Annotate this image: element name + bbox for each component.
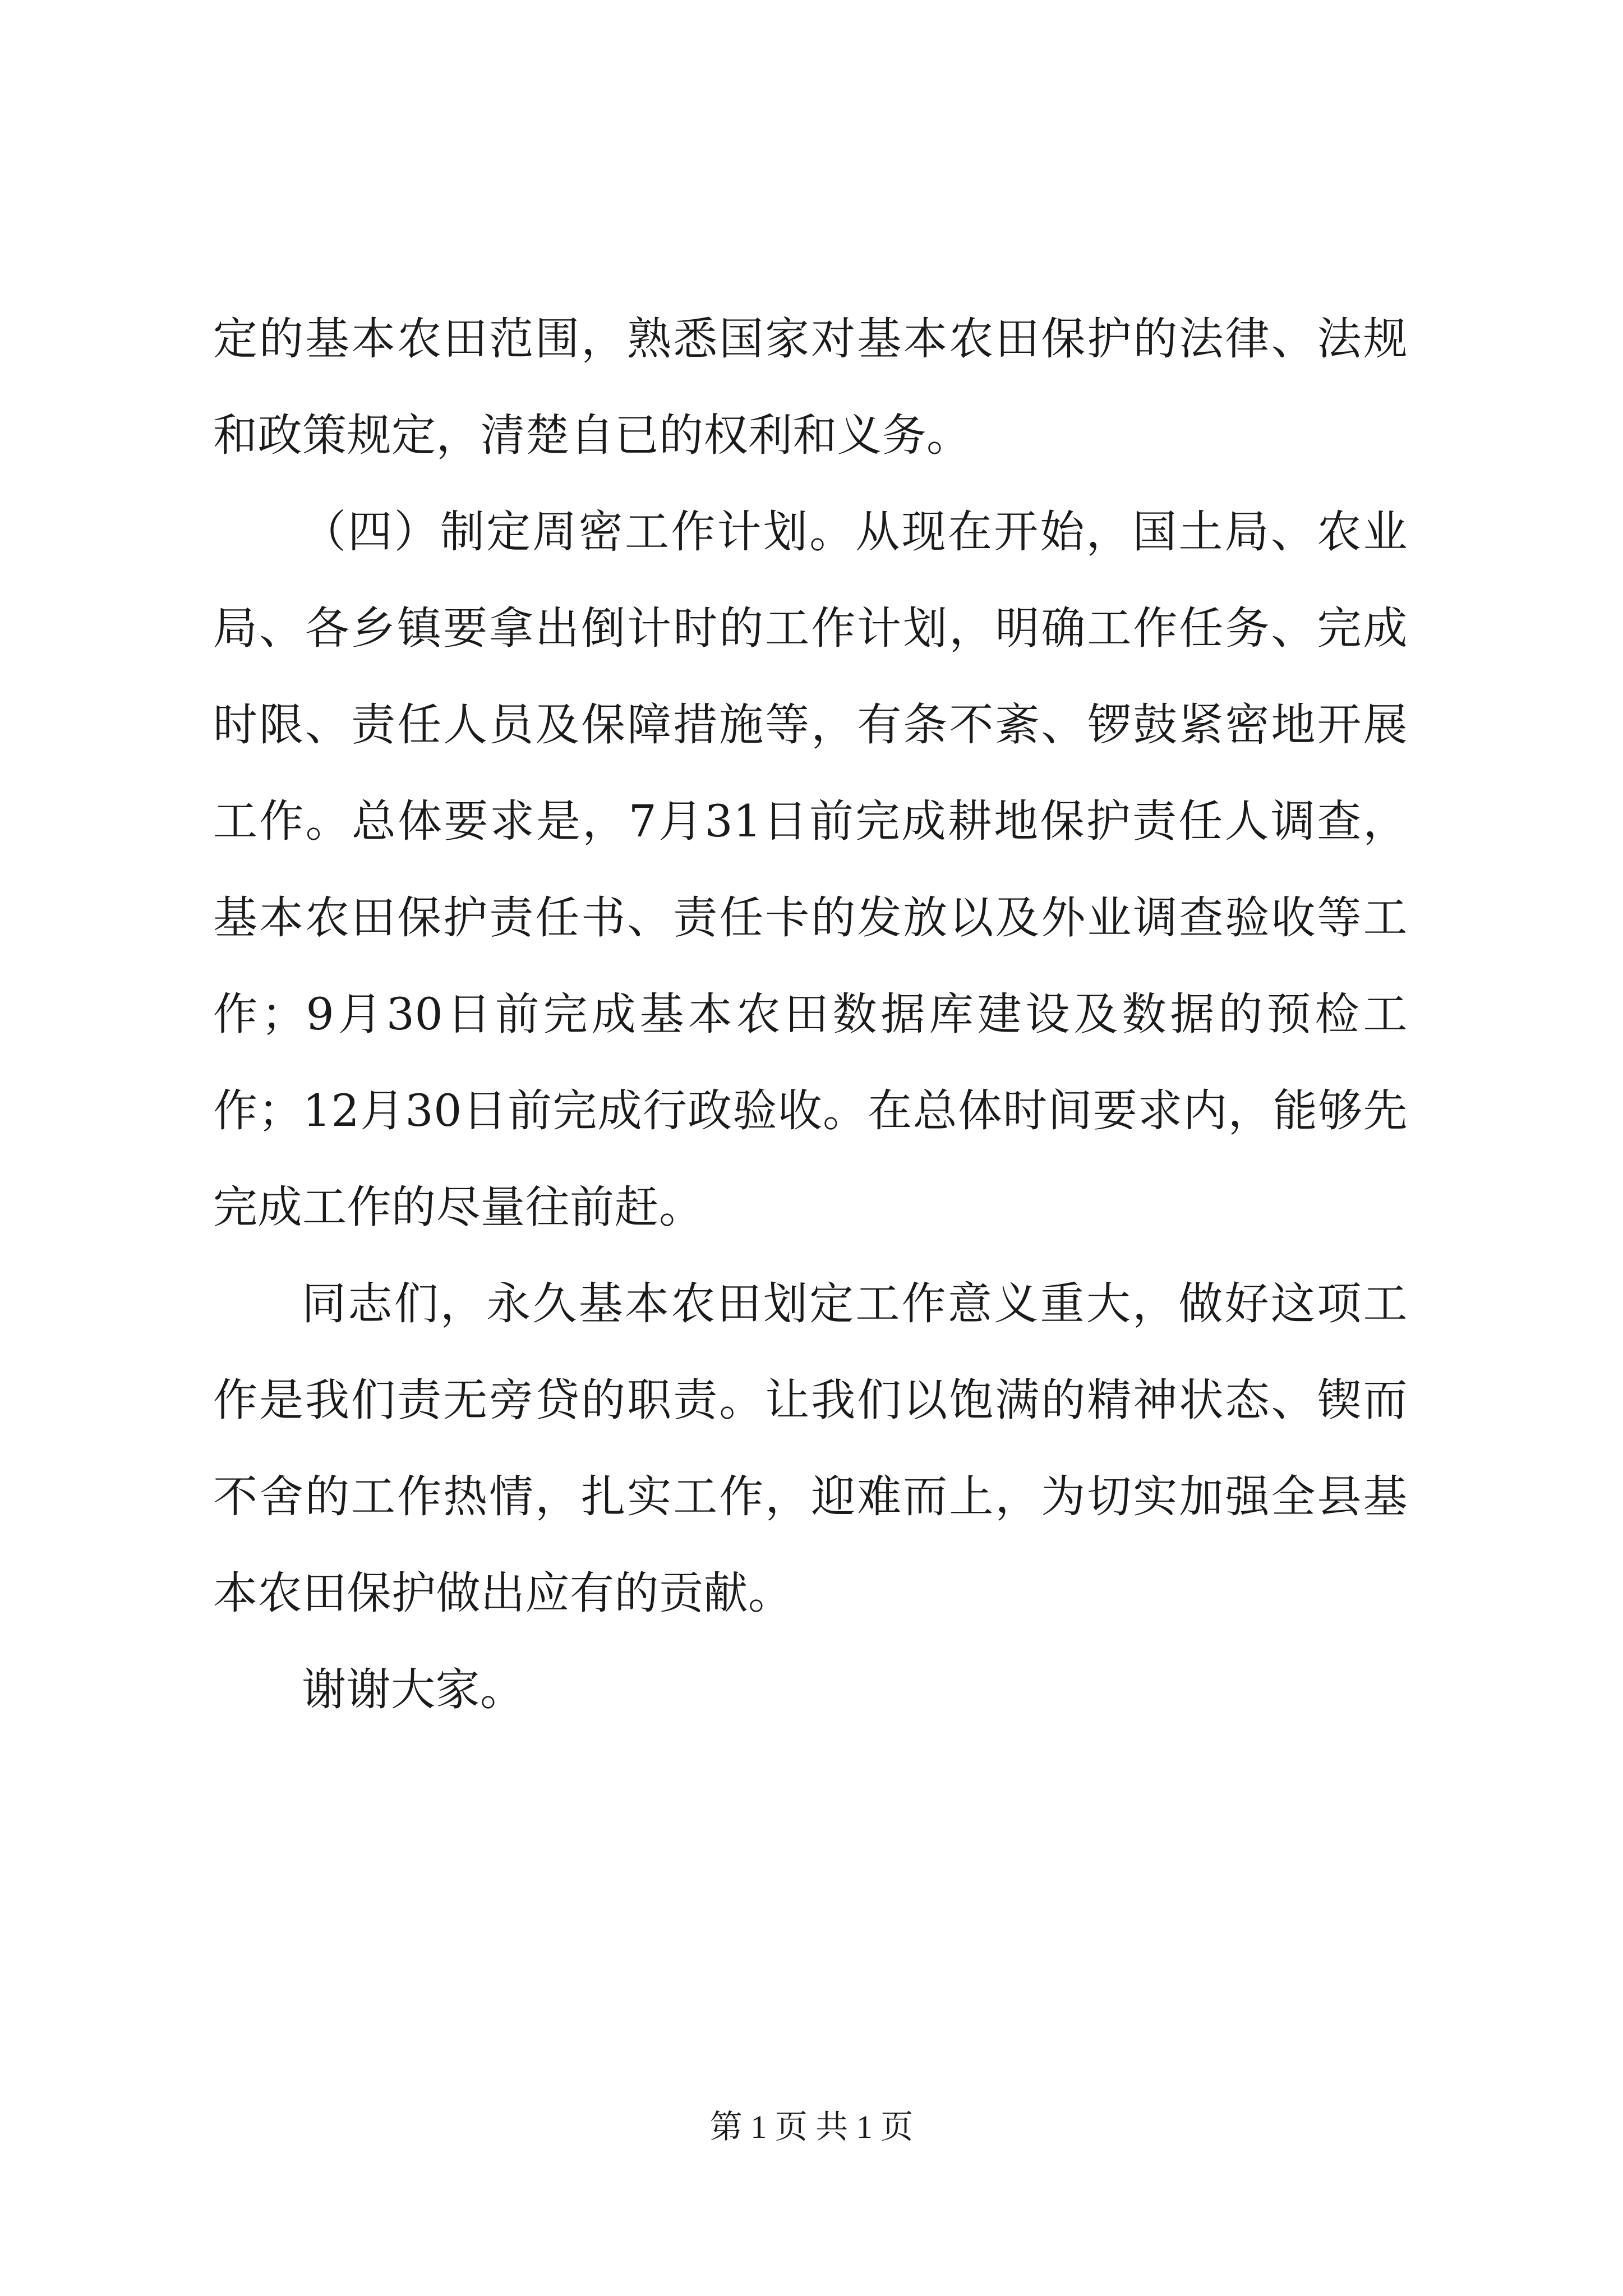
page-footer: 第 1 页 共 1 页: [709, 2109, 914, 2145]
paragraph-continuation: 定的基本农田范围，熟悉国家对基本农田保护的法律、法规和政策规定，清楚自已的权利和义务。: [213, 313, 1408, 461]
document-body: [213, 291, 1408, 1738]
paragraph-thanks: 谢谢大家。: [302, 1664, 525, 1715]
paragraph-closing: 同志们，永久基本农田划定工作意义重大，做好这项工作是我们责无旁贷的职责。让我们以饱满的精神状态、锲而不舍的工作热情，扎实工作，迎难而上，为切实加强全县基本农田保护做出应有的贡献。: [213, 1278, 1408, 1619]
paragraph-section-four: （四）制定周密工作计划。从现在开始，国土局、农业局、各乡镇要拿出倒计时的工作计划，明确工作任务、完成时限、责任人员及保障措施等，有条不紊、锣鼓紧密地开展工作。总体要求是，7月31日前完成耕地保护责任人调查，基本农田保护责任书、责任卡的发放以及外业调查验收等工作；9月30日前完成基本农田数据库建设及数据的预检工作；12月30日前完成行政验收。在总体时间要求内，能够先完成工作的尽量往前赶。: [213, 506, 1408, 1233]
